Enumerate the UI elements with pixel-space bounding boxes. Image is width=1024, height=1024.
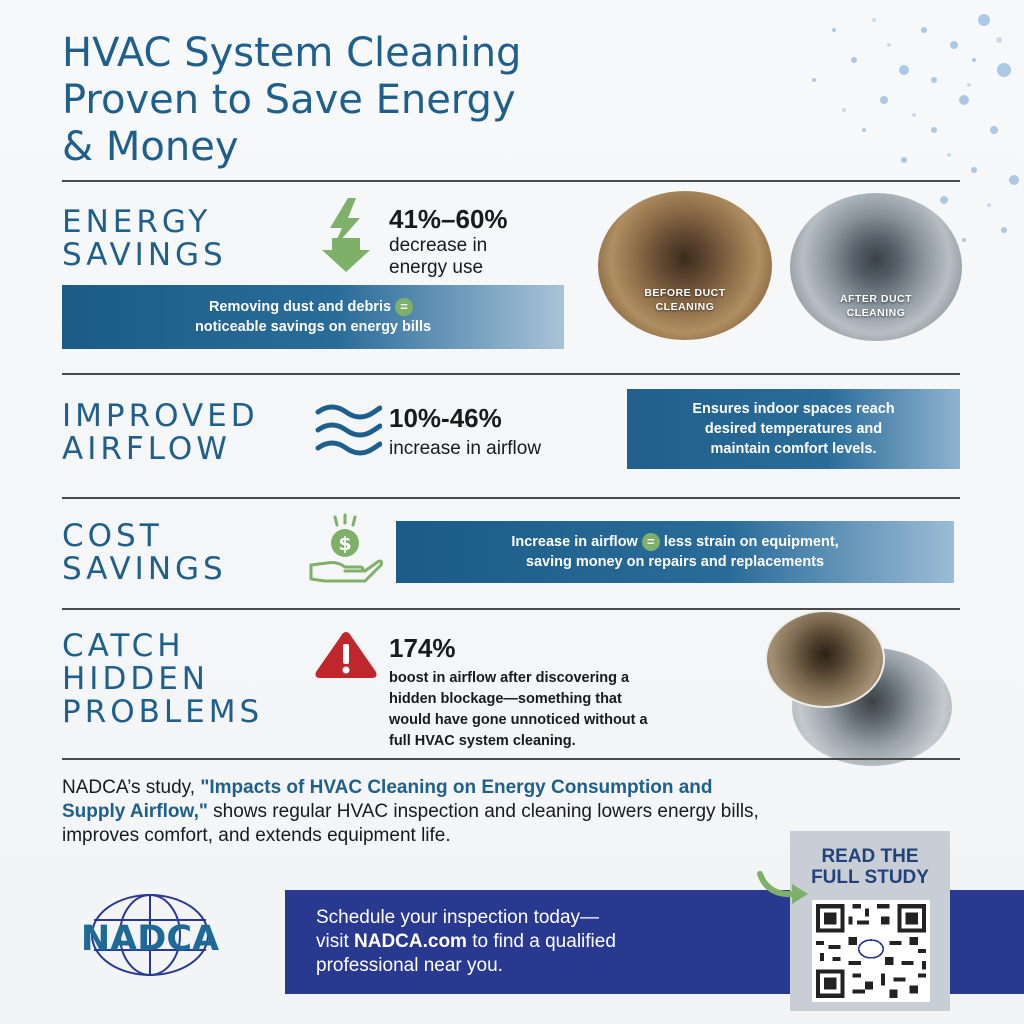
caption-line: boost in airflow after discovering a <box>389 670 630 686</box>
title-line: Proven to Save Energy <box>62 77 516 123</box>
heading-line: SAVINGS <box>62 551 227 587</box>
banner-text: Increase in airflow <box>511 534 638 550</box>
banner-line: Ensures indoor spaces reach <box>692 401 895 417</box>
footer-cta <box>316 906 746 978</box>
qr-heading <box>790 846 950 888</box>
improved-airflow-heading <box>62 400 259 466</box>
divider <box>62 373 960 375</box>
page-title <box>62 30 622 171</box>
qr-heading-line: READ THE <box>821 846 919 867</box>
nadca-logo: NADCA <box>80 919 220 959</box>
title-line: & Money <box>62 124 239 170</box>
cta-line: professional near you. <box>316 955 503 976</box>
cta-line: Schedule your inspection today— <box>316 907 600 928</box>
label-line: BEFORE DUCT <box>644 287 726 299</box>
hidden-stat-caption <box>389 668 759 752</box>
equals-badge: = <box>395 298 413 316</box>
heading-line: CATCH <box>62 628 185 664</box>
hand-dollar-icon <box>305 513 383 585</box>
energy-down-arrow-icon <box>318 198 374 274</box>
energy-savings-heading <box>62 206 227 272</box>
title-line: HVAC System Cleaning <box>62 30 522 76</box>
airflow-waves-icon <box>314 402 382 458</box>
banner-line: saving money on repairs and replacements <box>525 554 825 570</box>
banner-line <box>62 297 564 317</box>
arrow-to-qr-icon <box>756 866 810 906</box>
svg-text:$: $ <box>338 533 352 555</box>
heading-line: IMPROVED <box>62 398 259 434</box>
after-label <box>790 292 962 320</box>
heading-line: ENERGY <box>62 204 212 240</box>
after-cleaning-photo <box>790 193 962 341</box>
energy-banner <box>62 285 564 349</box>
nadca-link[interactable]: NADCA.com <box>354 931 467 952</box>
label-line: AFTER DUCT <box>839 293 913 305</box>
before-cleaning-photo <box>598 191 772 340</box>
cost-banner <box>396 521 954 583</box>
equals-badge: = <box>642 533 660 551</box>
divider <box>62 758 960 760</box>
hidden-stat: 174% <box>389 633 456 663</box>
label-line: CLEANING <box>846 307 906 319</box>
banner-text: Removing dust and debris <box>208 299 392 315</box>
airflow-stat-caption: increase in airflow <box>389 438 542 459</box>
label-line: CLEANING <box>655 301 715 313</box>
cta-line <box>316 930 746 954</box>
heading-line: PROBLEMS <box>62 694 264 730</box>
warning-icon <box>314 630 378 680</box>
heading-line: HIDDEN <box>62 661 209 697</box>
airflow-stat: 10%-46% <box>389 403 502 433</box>
caption-line: energy use <box>389 257 484 278</box>
cta-text: visit <box>316 931 354 952</box>
airflow-banner <box>627 389 960 469</box>
hidden-problems-heading <box>62 630 263 729</box>
energy-stat-caption <box>389 235 487 279</box>
caption-line: decrease in <box>389 235 488 256</box>
study-title-link[interactable]: "Impacts of HVAC Cleaning on Energy Consumption and Supply Airflow," <box>62 777 713 822</box>
banner-text: less strain on equipment, <box>663 534 839 550</box>
banner-line: maintain comfort levels. <box>710 441 877 457</box>
heading-line: SAVINGS <box>62 237 227 273</box>
energy-stat: 41%–60% <box>389 204 508 234</box>
heading-line: COST <box>62 518 163 554</box>
caption-line: hidden blockage—something that <box>389 691 622 707</box>
heading-line: AIRFLOW <box>62 431 231 467</box>
blocked-duct-photo <box>765 610 885 708</box>
banner-line: desired temperatures and <box>704 421 883 437</box>
study-text: shows regular HVAC inspection and cleaning lowers energy bills, improves comfort, and extends equipment life. <box>62 801 759 846</box>
cta-text: to find a qualified <box>466 931 616 952</box>
divider <box>62 180 960 182</box>
banner-line: noticeable savings on energy bills <box>194 319 432 335</box>
before-label <box>598 286 772 314</box>
caption-line: would have gone unnoticed without a <box>389 712 648 728</box>
study-paragraph <box>62 776 762 848</box>
cost-savings-heading <box>62 520 227 586</box>
banner-line <box>396 532 954 552</box>
qr-code[interactable] <box>812 900 930 1002</box>
qr-heading-line: FULL STUDY <box>811 867 929 888</box>
caption-line: full HVAC system cleaning. <box>389 733 576 749</box>
study-text: NADCA’s study, <box>62 777 201 798</box>
divider <box>62 497 960 499</box>
